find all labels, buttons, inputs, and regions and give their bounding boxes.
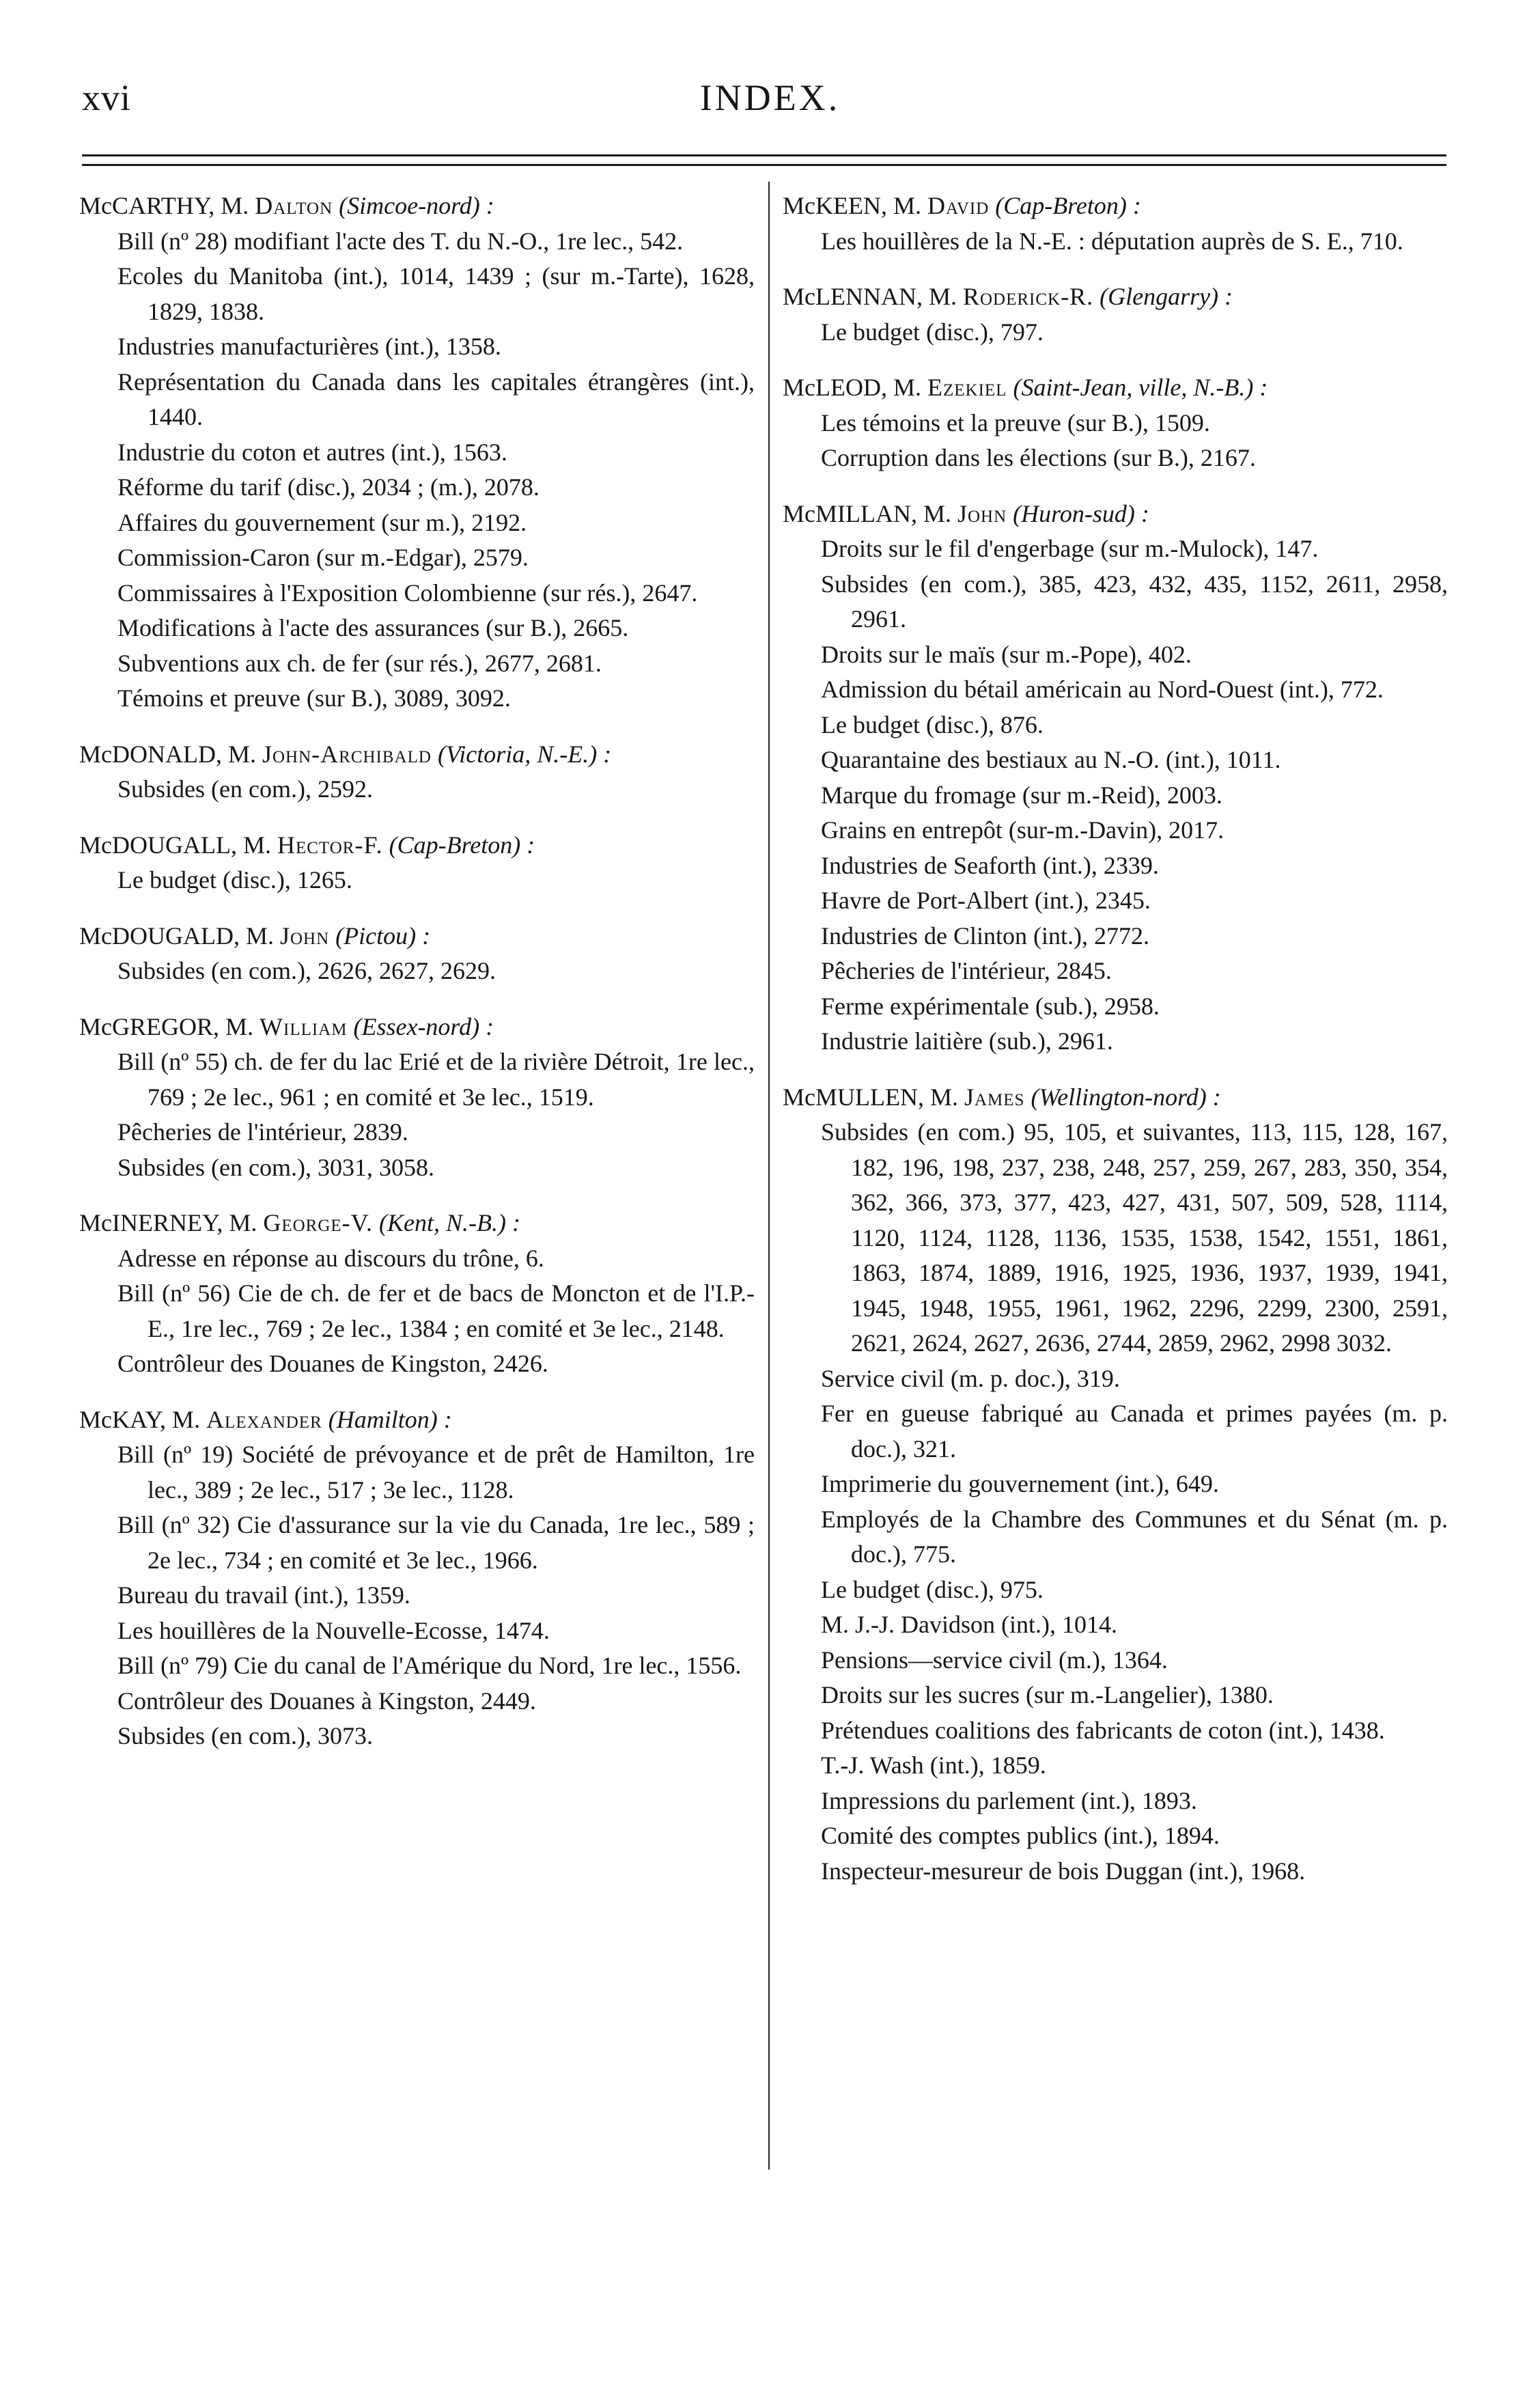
- entry-reference: Les témoins et la preuve (sur B.), 1509.: [821, 408, 1210, 437]
- entry-reference: Marque du fromage (sur m.-Reid), 2003.: [821, 781, 1222, 809]
- entry-heading: [79, 737, 755, 773]
- member-riding: (Essex-nord) :: [353, 1012, 494, 1040]
- member-name: McCARTHY, M.: [79, 192, 249, 219]
- member-riding: (Huron-sud) :: [1013, 499, 1149, 527]
- entry-reference: Représentation du Canada dans les capitales étrangères (int.), 1440.: [117, 368, 755, 430]
- member-riding: (Wellington-nord) :: [1031, 1083, 1221, 1111]
- member-name: McGREGOR, M.: [79, 1012, 254, 1040]
- entry-reference: Industries de Seaforth (int.), 2339.: [821, 851, 1159, 879]
- member-riding: (Victoria, N.-E.) :: [437, 740, 612, 768]
- column-divider: [768, 182, 770, 2170]
- index-entry: [79, 919, 755, 989]
- entry-reference: Le budget (disc.), 876.: [821, 710, 1044, 738]
- member-name: McMILLAN, M.: [783, 499, 951, 527]
- member-first-name: William: [260, 1012, 348, 1040]
- entry-reference: Bill (nº 32) Cie d'assurance sur la vie du Canada, 1re lec., 589 ; 2e lec., 734 ; en comité et 3e lec., 1966.: [117, 1511, 755, 1574]
- entry-reference: Commission-Caron (sur m.-Edgar), 2579.: [117, 544, 529, 571]
- entry-reference: Le budget (disc.), 797.: [821, 318, 1044, 346]
- entry-reference: M. J.-J. Davidson (int.), 1014.: [821, 1611, 1117, 1638]
- entry-heading: [785, 189, 1448, 224]
- member-name: McDONALD, M.: [79, 740, 256, 768]
- member-first-name: John: [279, 922, 330, 950]
- member-first-name: David: [927, 192, 990, 219]
- entry-reference: Bill (nº 55) ch. de fer du lac Erié et de la rivière Détroit, 1re lec., 769 ; 2e lec., 961 ; en comité et 3e lec., 1519.: [117, 1048, 755, 1111]
- member-name: McDOUGALL, M.: [79, 831, 271, 859]
- entry-reference: Imprimerie du gouvernement (int.), 649.: [821, 1470, 1219, 1497]
- entry-reference: Droits sur le fil d'engerbage (sur m.-Mulock), 147.: [821, 535, 1319, 562]
- entry-heading: [785, 1080, 1448, 1116]
- entry-reference: Comité des comptes publics (int.), 1894.: [821, 1822, 1220, 1849]
- entry-heading: [79, 1010, 755, 1045]
- entry-heading: [785, 497, 1448, 532]
- header-rule-bottom: [82, 164, 1446, 166]
- member-first-name: John-Archibald: [262, 740, 432, 768]
- entry-reference: Subsides (en com.), 2592.: [117, 775, 373, 803]
- member-name: McLENNAN, M.: [783, 283, 957, 310]
- entry-heading: [79, 1206, 755, 1241]
- index-entry: [785, 1080, 1448, 1889]
- page-number: xvi: [82, 77, 132, 118]
- entry-reference: Modifications à l'acte des assurances (sur B.), 2665.: [117, 614, 629, 641]
- member-name: McINERNEY, M.: [79, 1209, 257, 1236]
- member-riding: (Pictou) :: [335, 922, 431, 950]
- entry-heading: [785, 279, 1448, 315]
- entry-reference: Contrôleur des Douanes à Kingston, 2449.: [117, 1687, 536, 1715]
- member-name: McKAY, M.: [79, 1405, 201, 1433]
- entry-reference: Adresse en réponse au discours du trône, 6.: [117, 1244, 544, 1272]
- entry-reference: Contrôleur des Douanes de Kingston, 2426.: [117, 1350, 548, 1377]
- right-column: [785, 189, 1448, 1909]
- member-name: McLEOD, M.: [783, 374, 921, 401]
- entry-reference: Ferme expérimentale (sub.), 2958.: [821, 992, 1160, 1020]
- entry-reference: Subsides (en com.), 2626, 2627, 2629.: [117, 957, 496, 984]
- entry-reference: Réforme du tarif (disc.), 2034 ; (m.), 2078.: [117, 473, 540, 501]
- member-first-name: Hector-F.: [277, 831, 383, 859]
- entry-reference: Ecoles du Manitoba (int.), 1014, 1439 ; (sur m.-Tarte), 1628, 1829, 1838.: [117, 262, 755, 325]
- entry-reference: Subsides (en com.) 95, 105, et suivantes, 113, 115, 128, 167, 182, 196, 198, 237, 238, 248, 257, 259, 267, 283, 350, 354, 362, 366, 373, 377, 423, 427, 431, 507, 509, 528, 1114, 1120, 1124, 1128, 1136, 1535, 1538, 1542, 1551, 1861, 1863, 1874, 1889, 1916, 1925, 1936, 1937, 1939, 1941, 1945, 1948, 1955, 1961, 1962, 2296, 2299, 2300, 2591, 2621, 2624, 2627, 2636, 2744, 2859, 2962, 2998 3032.: [821, 1118, 1448, 1357]
- member-first-name: Dalton: [255, 192, 333, 219]
- left-column: [79, 189, 755, 1775]
- member-riding: (Cap-Breton) :: [995, 192, 1141, 219]
- entry-reference: Subsides (en com.), 385, 423, 432, 435, 1152, 2611, 2958, 2961.: [821, 570, 1448, 633]
- index-entry: [79, 189, 755, 717]
- member-riding: (Kent, N.-B.) :: [379, 1209, 520, 1236]
- entry-reference: Subsides (en com.), 3073.: [117, 1722, 373, 1749]
- entry-reference: Bill (nº 28) modifiant l'acte des T. du N.-O., 1re lec., 542.: [117, 227, 684, 255]
- index-entry: [785, 497, 1448, 1060]
- member-riding: (Cap-Breton) :: [389, 831, 535, 859]
- member-first-name: Roderick-R.: [962, 283, 1094, 310]
- entry-reference: Impressions du parlement (int.), 1893.: [821, 1786, 1197, 1814]
- entry-reference: Fer en gueuse fabriqué au Canada et primes payées (m. p. doc.), 321.: [821, 1400, 1448, 1463]
- entry-reference: Pensions—service civil (m.), 1364.: [821, 1646, 1168, 1674]
- entry-reference: Industrie laitière (sub.), 2961.: [821, 1027, 1113, 1055]
- entry-heading: [79, 1402, 755, 1438]
- entry-reference: Subventions aux ch. de fer (sur rés.), 2677, 2681.: [117, 649, 602, 677]
- member-first-name: Ezekiel: [927, 374, 1007, 401]
- entry-reference: Bureau du travail (int.), 1359.: [117, 1581, 410, 1609]
- entry-reference: Inspecteur-mesureur de bois Duggan (int.), 1968.: [821, 1857, 1306, 1885]
- entry-reference: Droits sur le maïs (sur m.-Pope), 402.: [821, 640, 1192, 668]
- entry-reference: Affaires du gouvernement (sur m.), 2192.: [117, 508, 527, 536]
- entry-reference: Quarantaine des bestiaux au N.-O. (int.), 1011.: [821, 746, 1281, 773]
- entry-reference: T.-J. Wash (int.), 1859.: [821, 1751, 1046, 1779]
- member-riding: (Saint-Jean, ville, N.-B.) :: [1013, 374, 1268, 401]
- member-first-name: James: [964, 1083, 1025, 1111]
- member-first-name: Alexander: [206, 1405, 322, 1433]
- entry-reference: Havre de Port-Albert (int.), 2345.: [821, 887, 1151, 914]
- entry-reference: Les houillères de la Nouvelle-Ecosse, 1474.: [117, 1616, 550, 1644]
- header-rule-top: [82, 154, 1446, 156]
- entry-reference: Industrie du coton et autres (int.), 1563.: [117, 438, 507, 466]
- entry-reference: Pêcheries de l'intérieur, 2845.: [821, 957, 1112, 984]
- entry-reference: Admission du bétail américain au Nord-Ouest (int.), 772.: [821, 676, 1384, 703]
- member-name: McKEEN, M.: [783, 192, 921, 219]
- member-first-name: George-V.: [263, 1209, 374, 1236]
- entry-reference: Commissaires à l'Exposition Colombienne (sur rés.), 2647.: [117, 579, 698, 607]
- index-entry: [79, 1010, 755, 1186]
- index-entry: [79, 828, 755, 898]
- member-riding: (Simcoe-nord) :: [339, 192, 494, 219]
- entry-reference: Le budget (disc.), 1265.: [117, 866, 352, 894]
- index-entry: [785, 370, 1448, 476]
- entry-reference: Industries manufacturières (int.), 1358.: [117, 333, 501, 360]
- entry-reference: Industries de Clinton (int.), 2772.: [821, 922, 1149, 950]
- entry-reference: Bill (nº 56) Cie de ch. de fer et de bacs de Moncton et de l'I.P.-E., 1re lec., 769 ; 2e lec., 1384 ; en comité et 3e lec., 2148.: [117, 1279, 755, 1342]
- entry-reference: Service civil (m. p. doc.), 319.: [821, 1364, 1120, 1392]
- entry-reference: Corruption dans les élections (sur B.), 2167.: [821, 444, 1256, 471]
- index-entry: [79, 737, 755, 807]
- index-entry: [79, 1206, 755, 1382]
- entry-heading: [785, 370, 1448, 406]
- entry-reference: Bill (nº 19) Société de prévoyance et de prêt de Hamilton, 1re lec., 389 ; 2e lec., 517 ; 3e lec., 1128.: [117, 1441, 755, 1504]
- member-first-name: John: [957, 499, 1007, 527]
- entry-reference: Employés de la Chambre des Communes et du Sénat (m. p. doc.), 775.: [821, 1505, 1448, 1568]
- page-title: INDEX.: [699, 77, 841, 118]
- index-entry: [785, 189, 1448, 259]
- entry-reference: Pêcheries de l'intérieur, 2839.: [117, 1118, 408, 1146]
- entry-reference: Droits sur les sucres (sur m.-Langelier), 1380.: [821, 1681, 1274, 1708]
- entry-reference: Subsides (en com.), 3031, 3058.: [117, 1153, 434, 1181]
- member-riding: (Glengarry) :: [1100, 283, 1233, 310]
- index-entry: [79, 1402, 755, 1754]
- entry-reference: Prétendues coalitions des fabricants de coton (int.), 1438.: [821, 1716, 1385, 1744]
- entry-heading: [79, 189, 755, 224]
- member-riding: (Hamilton) :: [328, 1405, 452, 1433]
- member-name: McMULLEN, M.: [783, 1083, 958, 1111]
- member-name: McDOUGALD, M.: [79, 922, 274, 950]
- entry-reference: Témoins et preuve (sur B.), 3089, 3092.: [117, 684, 511, 712]
- entry-heading: [79, 828, 755, 863]
- entry-reference: Grains en entrepôt (sur-m.-Davin), 2017.: [821, 816, 1224, 844]
- entry-reference: Le budget (disc.), 975.: [821, 1575, 1044, 1603]
- entry-heading: [79, 919, 755, 954]
- entry-reference: Bill (nº 79) Cie du canal de l'Amérique du Nord, 1re lec., 1556.: [117, 1652, 742, 1679]
- index-entry: [785, 279, 1448, 350]
- entry-reference: Les houillères de la N.-E. : députation auprès de S. E., 710.: [821, 227, 1403, 255]
